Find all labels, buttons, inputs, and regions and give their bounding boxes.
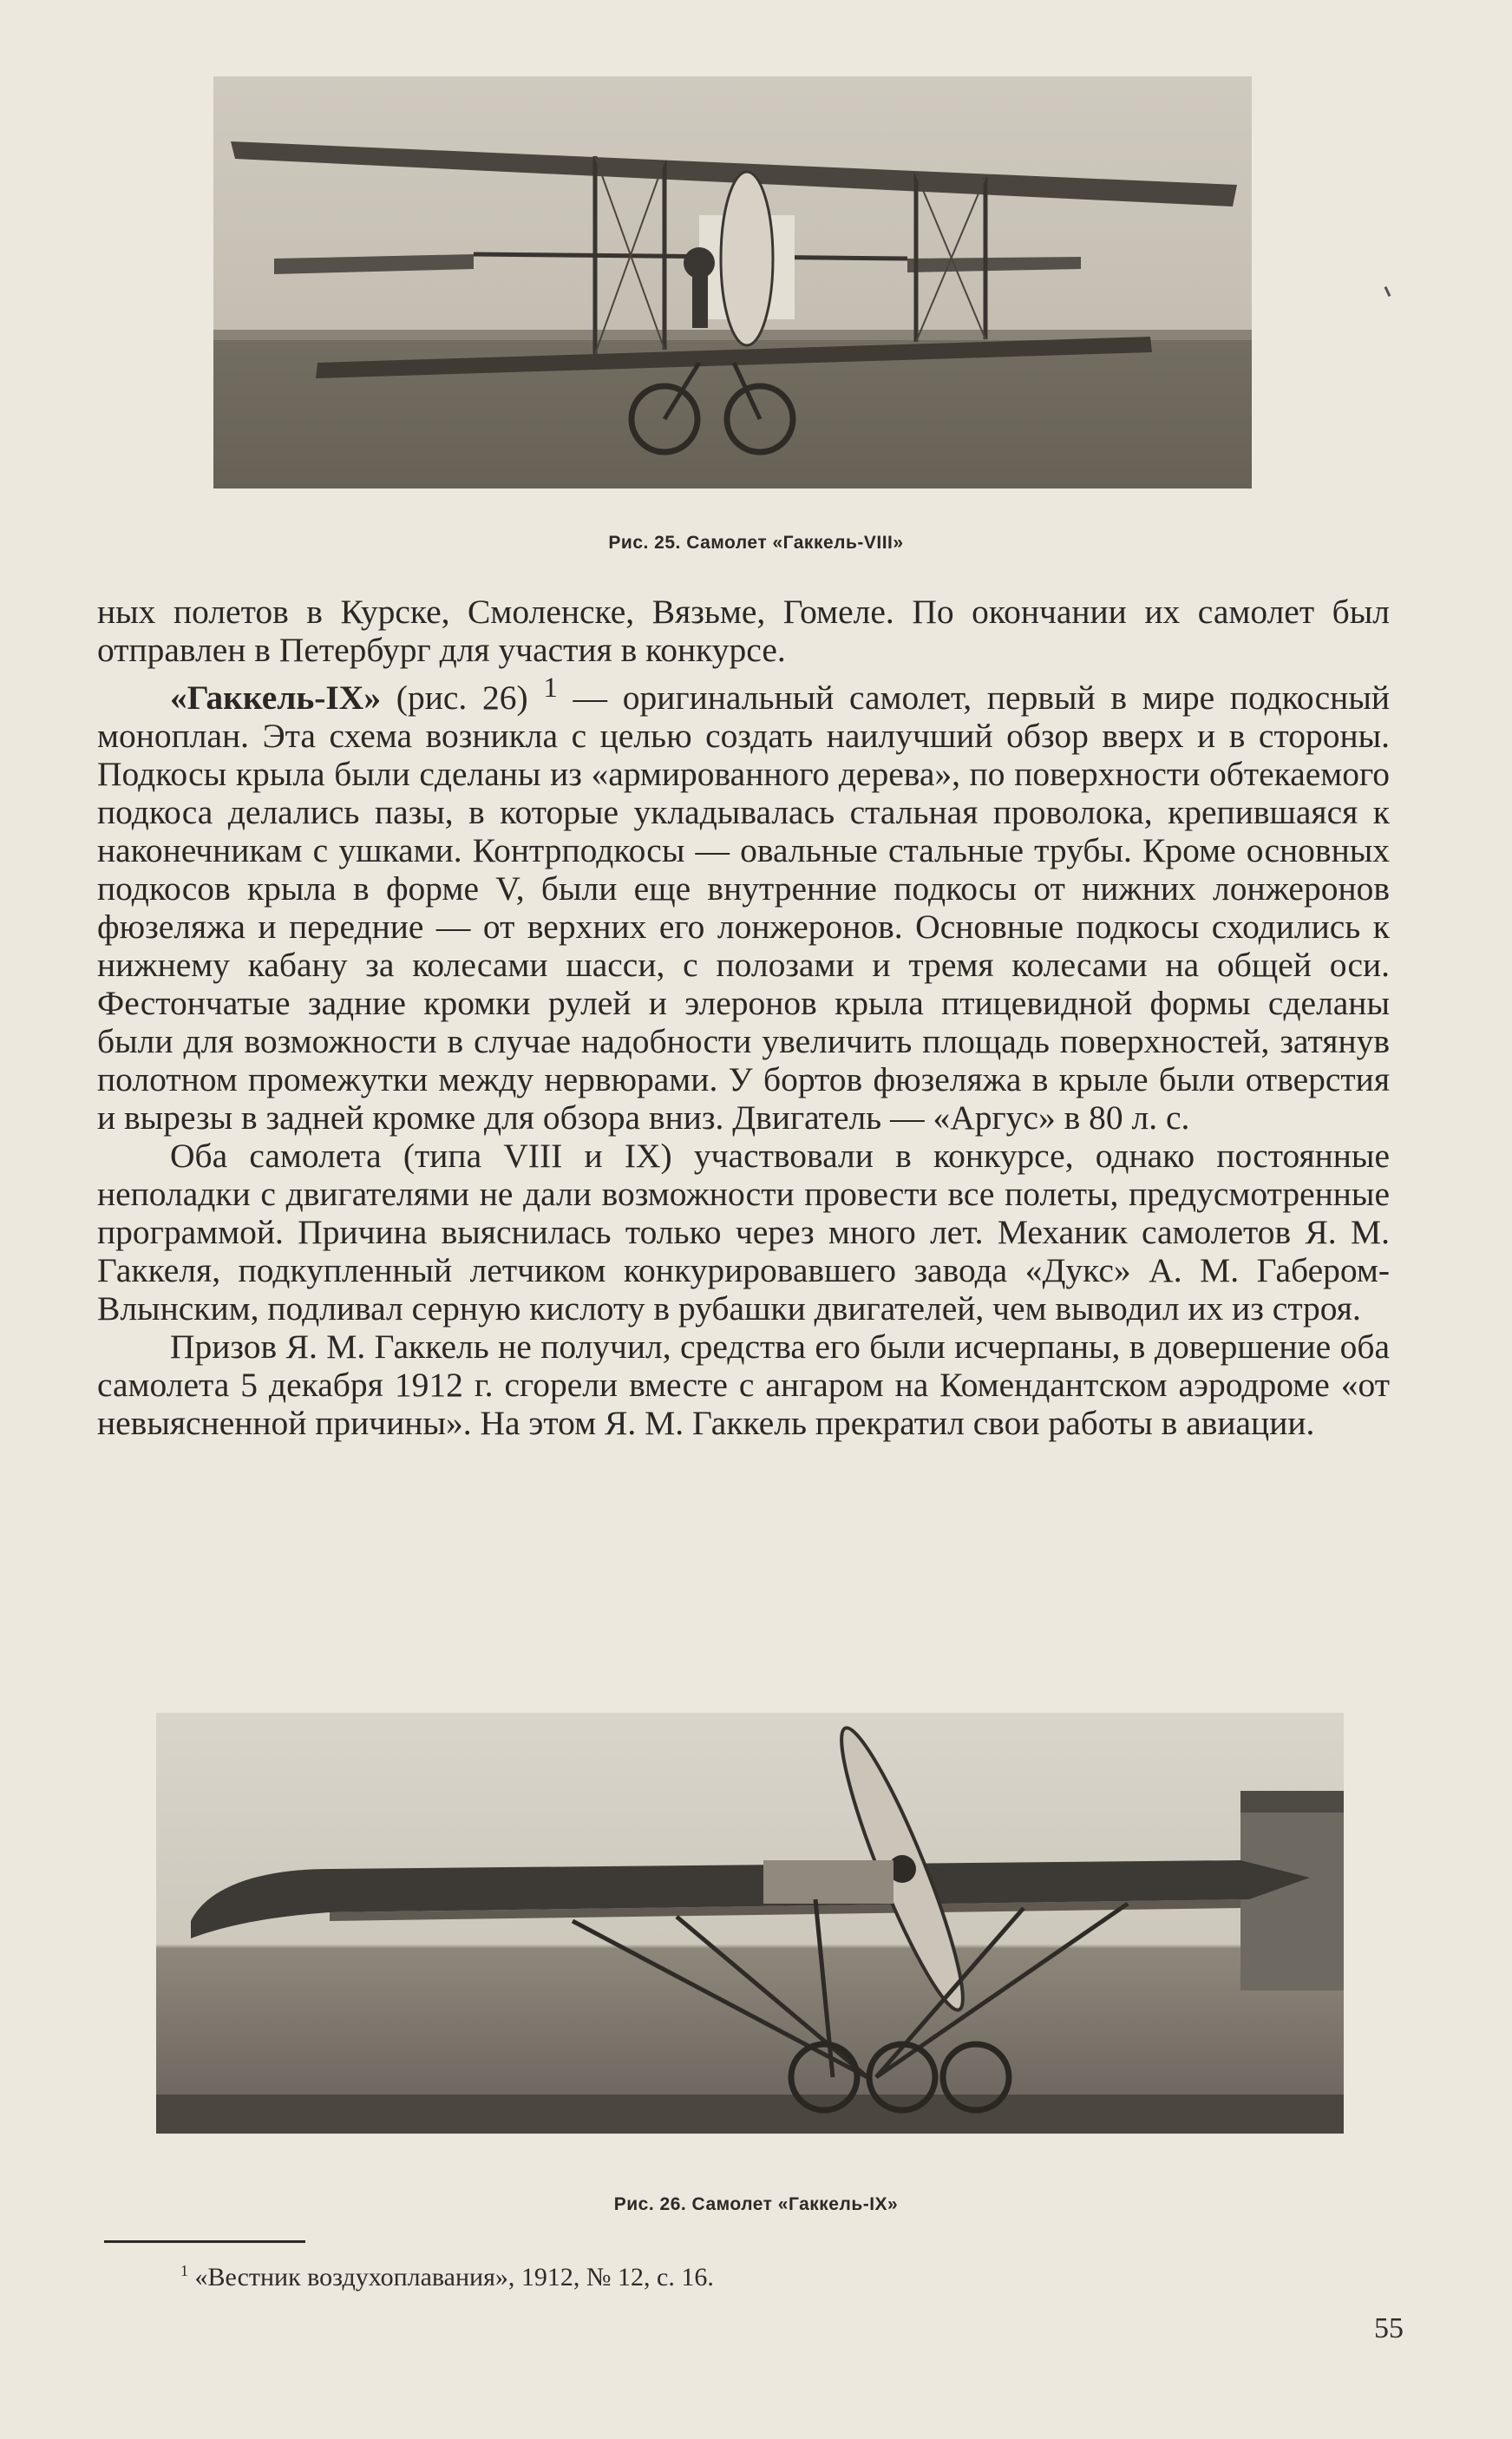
monoplane-photo — [156, 1713, 1344, 2134]
paragraph-2-text: — оригинальный самолет, первый в мире подкосный моноплан. Эта схема возникла с целью создать наилучший обзор вверх и в стороны. Подкосы крыла были сделаны из «армированного дерева», по поверхности обтекаемого подкоса делались пазы, в которые укладывалась стальная проволока, крепившаяся к наконечникам с ушками. Контрподкосы — овальные стальные трубы. Кроме основных подкосов крыла в форме V, были еще внутренние подкосы от нижних лонжеронов фюзеляжа и передние — от верхних его лонжеронов. Основные подкосы сходились к нижнему кабану за колесами шасси, с полозами и тремя колесами на общей оси. Фестончатые задние кромки рулей и элеронов крыла птицевидной формы сделаны были для возможности в случае надобности увеличить площадь поверхностей, затянув полотном промежутки между нервюрами. У бортов фюзеляжа в крыле были отверстия и вырезы в задней кромке для обзора вниз. Двигатель — «Аргус» в 80 л. с. — [97, 679, 1390, 1138]
footnote-marker: 1 — [543, 672, 558, 704]
figure-reference: (рис. 26) — [381, 679, 544, 718]
paragraph-3: Оба самолета (типа VIII и IX) участвовали в конкурсе, однако постоянные неполадки с двигателями не дали возможности провести все полеты, предусмотренные программой. Причина выяснилась только через много лет. Механик самолетов Я. М. Гаккеля, подкупленный летчиком конкурировавшего завода «Дукс» А. М. Габером-Влынским, подливал серную кислоту в рубашки двигателей, чем выводил их из строя. — [97, 1137, 1390, 1328]
figure-26-caption: Рис. 26. Самолет «Гаккель-IX» — [613, 2194, 899, 2214]
figure-25-caption: Рис. 25. Самолет «Гаккель-VIII» — [608, 533, 904, 553]
page-number: 55 — [1374, 2312, 1404, 2344]
body-text — [97, 593, 1390, 1442]
monoplane-illustration — [156, 1713, 1344, 2134]
stray-mark — [1384, 286, 1391, 297]
paragraph-2 — [97, 669, 1390, 1137]
footnote-text: «Вестник воздухоплавания», 1912, № 12, с. 16. — [194, 2263, 714, 2291]
aircraft-name: «Гаккель-IX» — [170, 679, 382, 718]
footnote-divider — [104, 2240, 305, 2243]
biplane-illustration — [213, 76, 1252, 488]
paragraph-4: Призов Я. М. Гаккель не получил, средства его были исчерпаны, в довершение оба самолета 5 декабря 1912 г. сгорели вместе с ангаром на Комендантском аэродроме «от невыясненной причины». На этом Я. М. Гаккель прекратил свои работы в авиации. — [97, 1328, 1390, 1443]
footnote — [180, 2256, 714, 2292]
footnote-number: 1 — [180, 2262, 188, 2279]
biplane-photo — [213, 76, 1252, 488]
paragraph-1: ных полетов в Курске, Смоленске, Вязьме, Гомеле. По окончании их самолет был отправлен в Петербург для участия в конкурсе. — [97, 593, 1390, 669]
